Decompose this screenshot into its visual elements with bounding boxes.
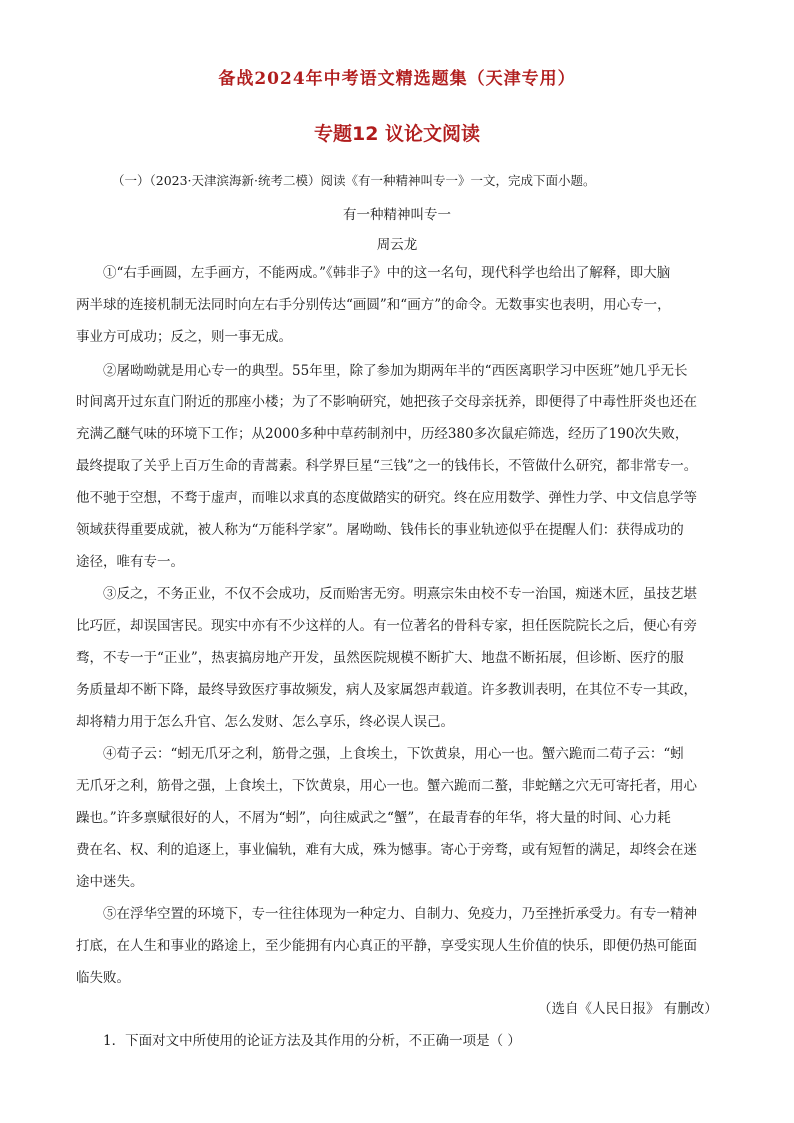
paragraph-2-line: 他不驰于空想，不骛于虚声，而唯以求真的态度做踏实的研究。终在应用数学、弹性力学、中文信息学等 [76,490,697,506]
paragraph-2-line: 时间离开过东直门附近的那座小楼；为了不影响研究，她把孩子交母亲抚养，即便得了中毒性肝炎也还在 [76,394,697,410]
paragraph-2-line: 充满乙醚气味的环境下工作；从2000多种中草药制剂中，历经380多次鼠疟筛选，经历了190次失败， [76,426,689,442]
paragraph-3-line: 骛，不专一于“正业”，热衷搞房地产开发，虽然医院规模不断扩大、地盘不断拓展，但诊断、医疗的服 [76,650,684,666]
paragraph-5-line: ⑤在浮华空置的环境下，专一往往体现为一种定力、自制力、免疫力，乃至挫折承受力。有专一精神 [103,906,697,922]
paragraph-4-line: 无爪牙之利，筋骨之强，上食埃土，下饮黄泉，用心一也。蟹六跪而二螯，非蛇鳝之穴无可寄托者，用心 [76,778,697,794]
essay-source: （选自《人民日报》 有删改） [538,1001,718,1017]
paragraph-2-line: ②屠呦呦就是用心专一的典型。55年里，除了参加为期两年半的“西医离职学习中医班”她几乎无长 [103,363,688,379]
question-1: 1．下面对文中所使用的论证方法及其作用的分析，不正确一项是（ ） [103,1033,521,1049]
topic-title: 专题12 议论文阅读 [313,123,481,145]
series-title: 备战2024年中考语文精选题集（天津专用） [218,69,576,89]
essay-title: 有一种精神叫专一 [343,207,451,223]
paragraph-3-line: 务质量却不断下降，最终导致医疗事故频发，病人及家属怨声载道。许多教训表明，在其位不专一其政， [76,682,697,698]
paragraph-2-line: 领域获得重要成就，被人称为“万能科学家”。屠呦呦、钱伟长的事业轨迹似乎在提醒人们：获得成功的 [76,522,684,538]
paragraph-4-line: 途中迷失。 [76,874,144,890]
essay-author: 周云龙 [376,237,418,253]
paragraph-3-line: 却将精力用于怎么升官、怎么发财、怎么享乐，终必误人误己。 [76,714,454,730]
paragraph-4-line: 躁也。”许多禀赋很好的人，不屑为“蚓”，向往威武之“蟹”，在最青春的年华，将大量的时间、心力耗 [76,810,671,826]
paragraph-2-line: 最终提取了关乎上百万生命的青蒿素。科学界巨星“三钱”之一的钱伟长，不管做什么研究，都非常专一。 [76,458,698,474]
reading-intro: （一）（2023·天津滨海新·统考二模）阅读《有一种精神叫专一》一文，完成下面小题。 [112,173,596,188]
paragraph-1-line: ①“右手画圆，左手画方，不能两成。”《韩非子》中的这一名句，现代科学也给出了解释，即大脑 [103,265,671,281]
paragraph-3-line: 比巧匠，却误国害民。现实中亦有不少这样的人。有一位著名的骨科专家，担任医院院长之后，便心有旁 [76,618,697,634]
paragraph-1-line: 事业方可成功；反之，则一事无成。 [76,329,292,345]
paragraph-2-line: 途径，唯有专一。 [76,554,184,570]
paragraph-4-line: 费在名、权、利的追逐上，事业偏轨，难有大成，殊为憾事。寄心于旁骛，或有短暂的满足，却终会在迷 [76,842,697,858]
paragraph-5-line: 打底，在人生和事业的路途上，至少能拥有内心真正的平静，享受实现人生价值的快乐，即便仍热可能面 [76,938,697,954]
paragraph-3-line: ③反之，不务正业，不仅不会成功，反而贻害无穷。明熹宗朱由校不专一治国，痴迷木匠，虽技艺堪 [103,586,697,602]
paragraph-4-line: ④荀子云：“蚓无爪牙之利，筋骨之强，上食埃土，下饮黄泉，用心一也。蟹六跪而二荀子云：“蚓 [103,746,684,762]
paragraph-5-line: 临失败。 [76,970,130,986]
paragraph-1-line: 两半球的连接机制无法同时向左右手分别传达“画圆”和“画方”的命令。无数事实也表明，用心专一， [76,297,671,313]
